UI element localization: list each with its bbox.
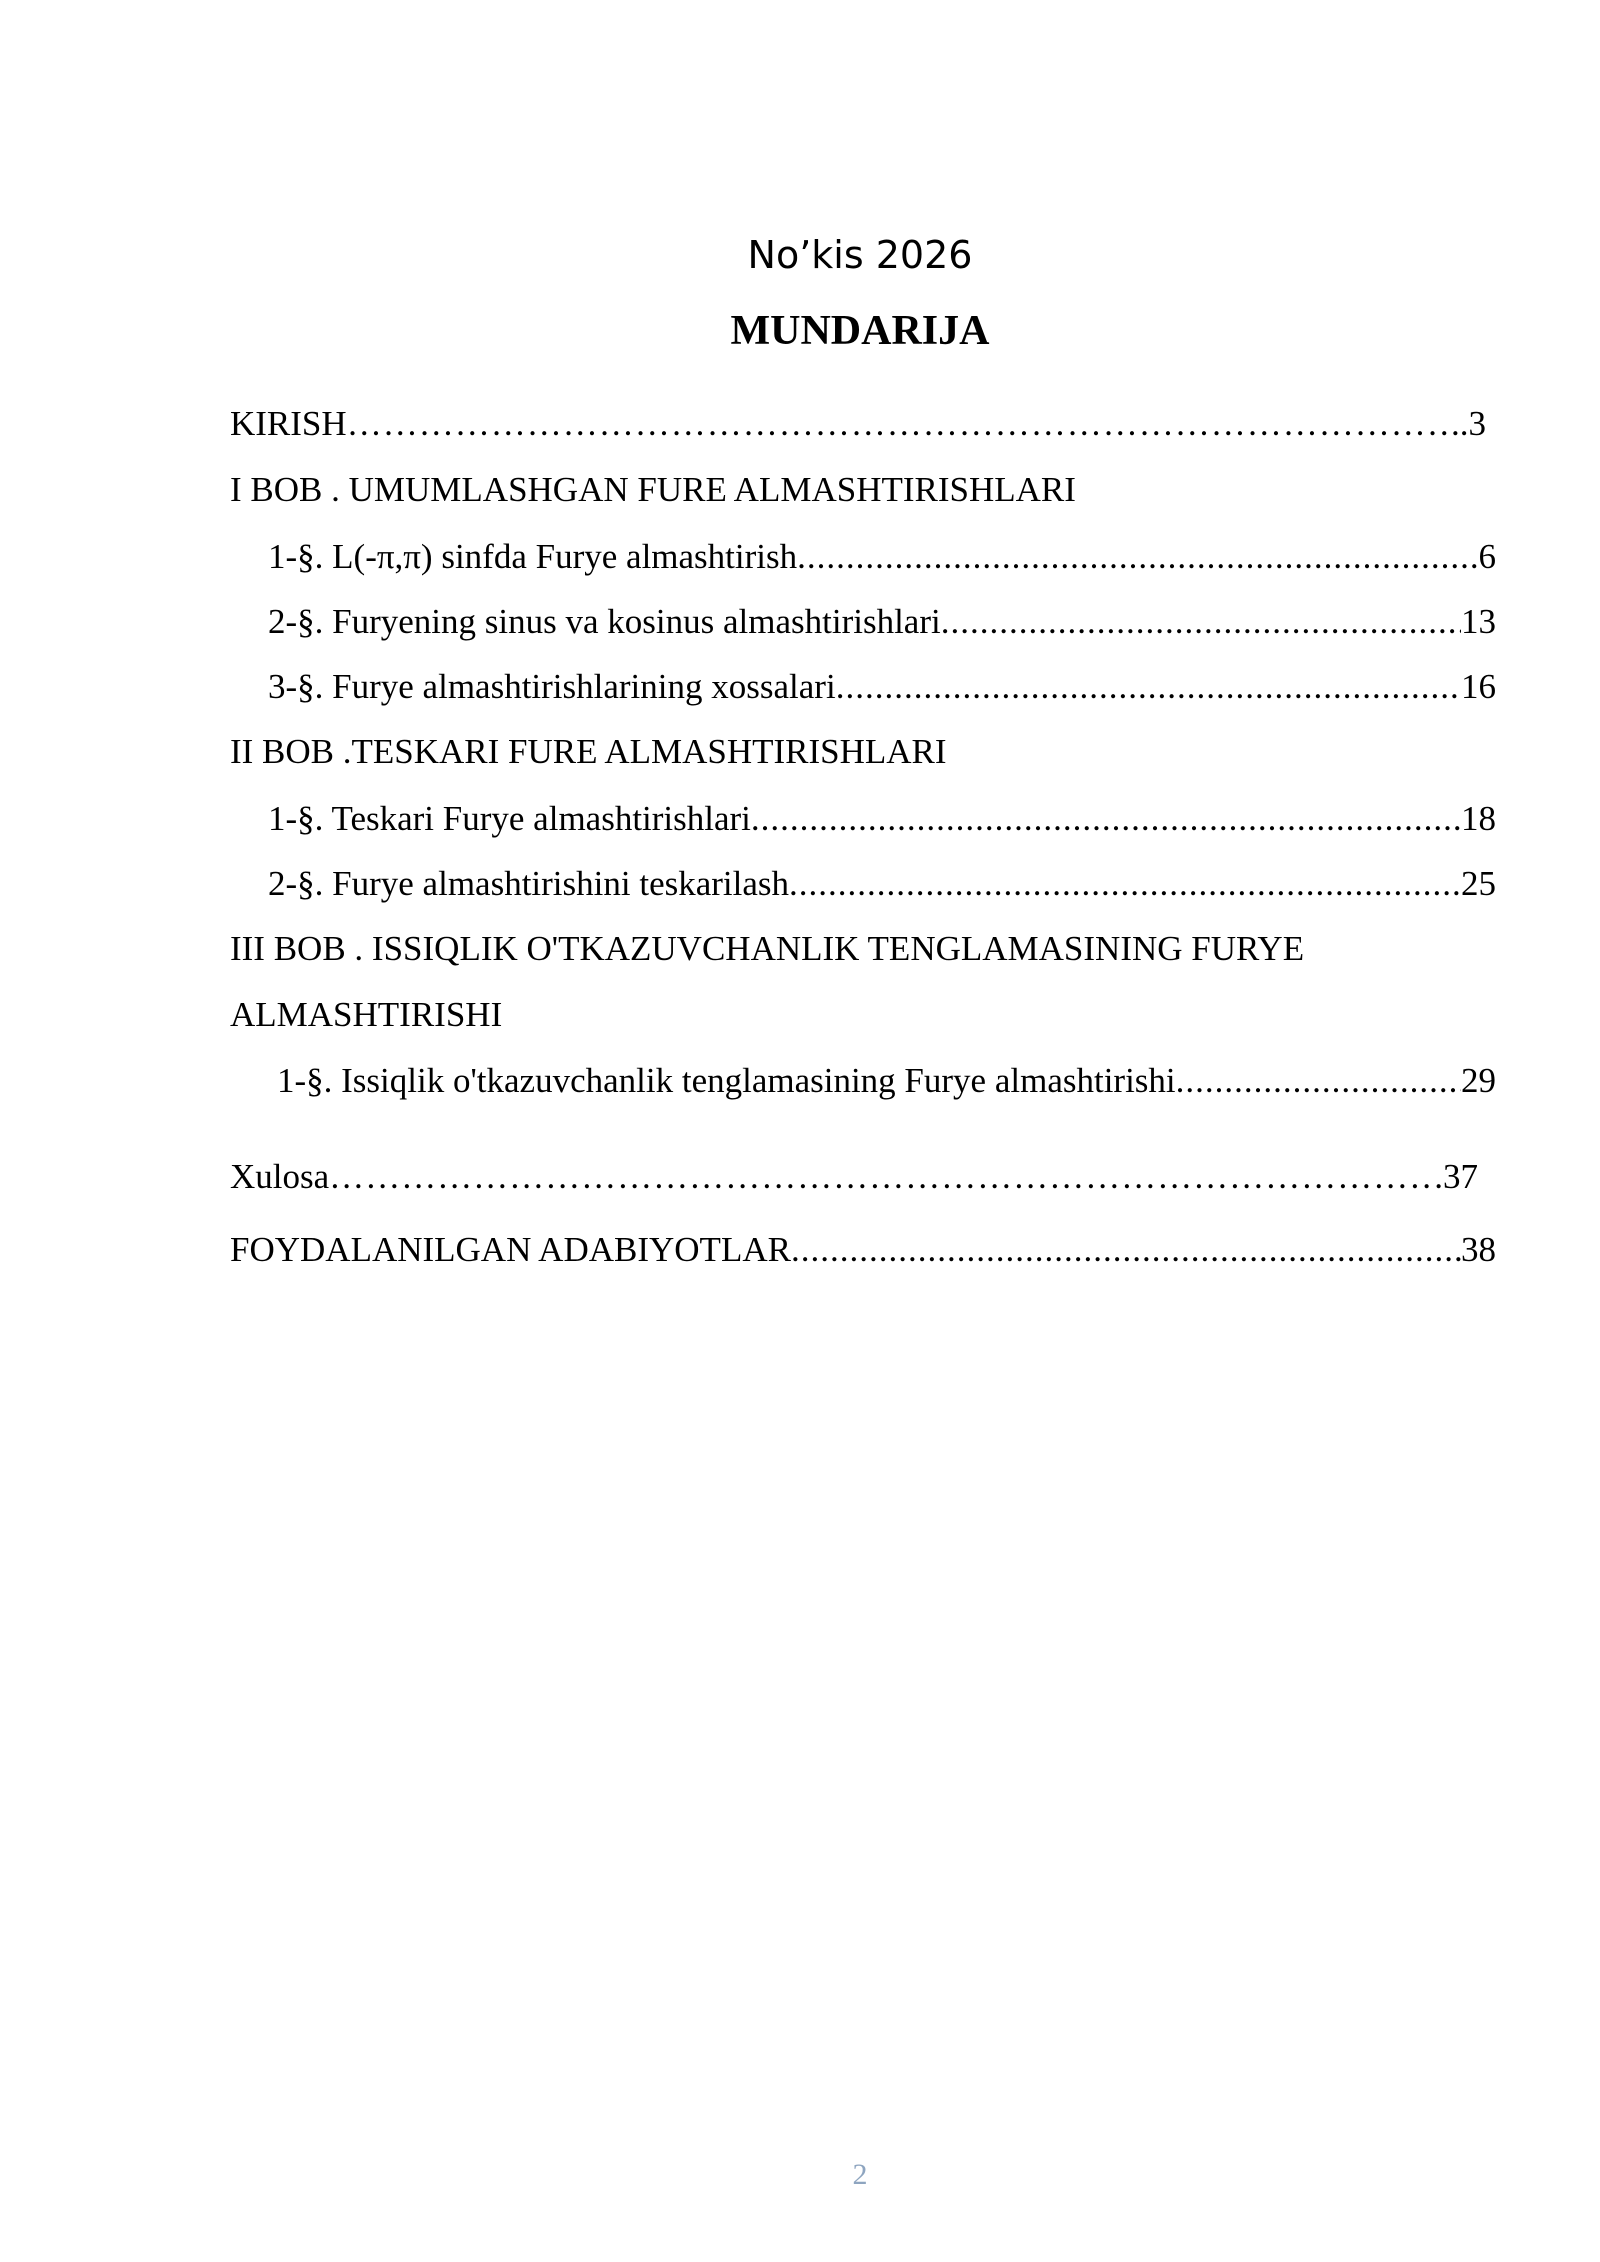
toc-page-number: 6 <box>1478 537 1496 576</box>
toc-entry-references[interactable] <box>230 1225 1496 1275</box>
toc-chapter-3-line-1[interactable]: III BOB . ISSIQLIK O'TKAZUVCHANLIK TENGLAMASINING FURYE <box>230 929 1305 968</box>
toc-chapter-1[interactable]: I BOB . UMUMLASHGAN FURE ALMASHTIRISHLARI <box>230 470 1076 509</box>
toc-entry-intro[interactable] <box>230 399 1486 449</box>
toc-page-number: ..3 <box>1451 404 1486 443</box>
dot-leader <box>347 399 1451 449</box>
dot-leader <box>836 662 1461 712</box>
toc-entry-conclusion[interactable] <box>230 1152 1478 1202</box>
toc-page-number: 18 <box>1461 799 1496 838</box>
toc-entry-label: 2-§. Furye almashtirishini teskarilash <box>268 864 790 903</box>
toc-entry-ch1-s2[interactable] <box>268 597 1496 647</box>
toc-entry-label: 3-§. Furye almashtirishlarining xossalari <box>268 667 836 706</box>
toc-entry-ch1-s1[interactable] <box>268 532 1496 582</box>
toc-chapter-3-line-2[interactable]: ALMASHTIRISHI <box>230 995 503 1034</box>
toc-entry-ch2-s1[interactable] <box>268 794 1496 844</box>
dot-leader <box>329 1152 1434 1202</box>
toc-chapter-2[interactable]: II BOB .TESKARI FURE ALMASHTIRISHLARI <box>230 732 947 771</box>
toc-entry-label: 2-§. Furyening sinus va kosinus almashtirishlari <box>268 602 941 641</box>
dot-leader <box>789 859 1461 909</box>
toc-page-number: 25 <box>1461 864 1496 903</box>
toc-entry-label: Xulosa <box>230 1157 330 1196</box>
page-number: 2 <box>852 2158 868 2191</box>
toc-entry-ch2-s2[interactable] <box>268 859 1496 909</box>
city-year: No’kis 2026 <box>747 233 973 277</box>
toc-page-number: 13 <box>1461 602 1496 641</box>
dot-leader <box>791 1225 1461 1275</box>
dot-leader <box>941 597 1461 647</box>
dot-leader <box>797 532 1478 582</box>
toc-entry-label: 1-§. Issiqlik o'tkazuvchanlik tenglamasining Furye almashtirishi <box>277 1061 1176 1100</box>
toc-page-number: .37 <box>1434 1157 1478 1196</box>
toc-entry-ch1-s3[interactable] <box>268 662 1496 712</box>
toc-page-number: 16 <box>1461 667 1496 706</box>
toc-entry-label: 1-§. Teskari Furye almashtirishlari <box>268 799 751 838</box>
dot-leader <box>1176 1056 1461 1106</box>
toc-title: MUNDARIJA <box>730 308 990 354</box>
toc-page-number: 29 <box>1461 1061 1496 1100</box>
dot-leader <box>751 794 1461 844</box>
toc-page-number: 38 <box>1461 1230 1496 1269</box>
toc-entry-label: KIRISH <box>230 404 347 443</box>
toc-entry-ch3-s1[interactable] <box>277 1056 1496 1106</box>
toc-entry-label: 1-§. L(-π,π) sinfda Furye almashtirish <box>268 537 798 576</box>
toc-entry-label: FOYDALANILGAN ADABIYOTLAR <box>230 1230 791 1269</box>
